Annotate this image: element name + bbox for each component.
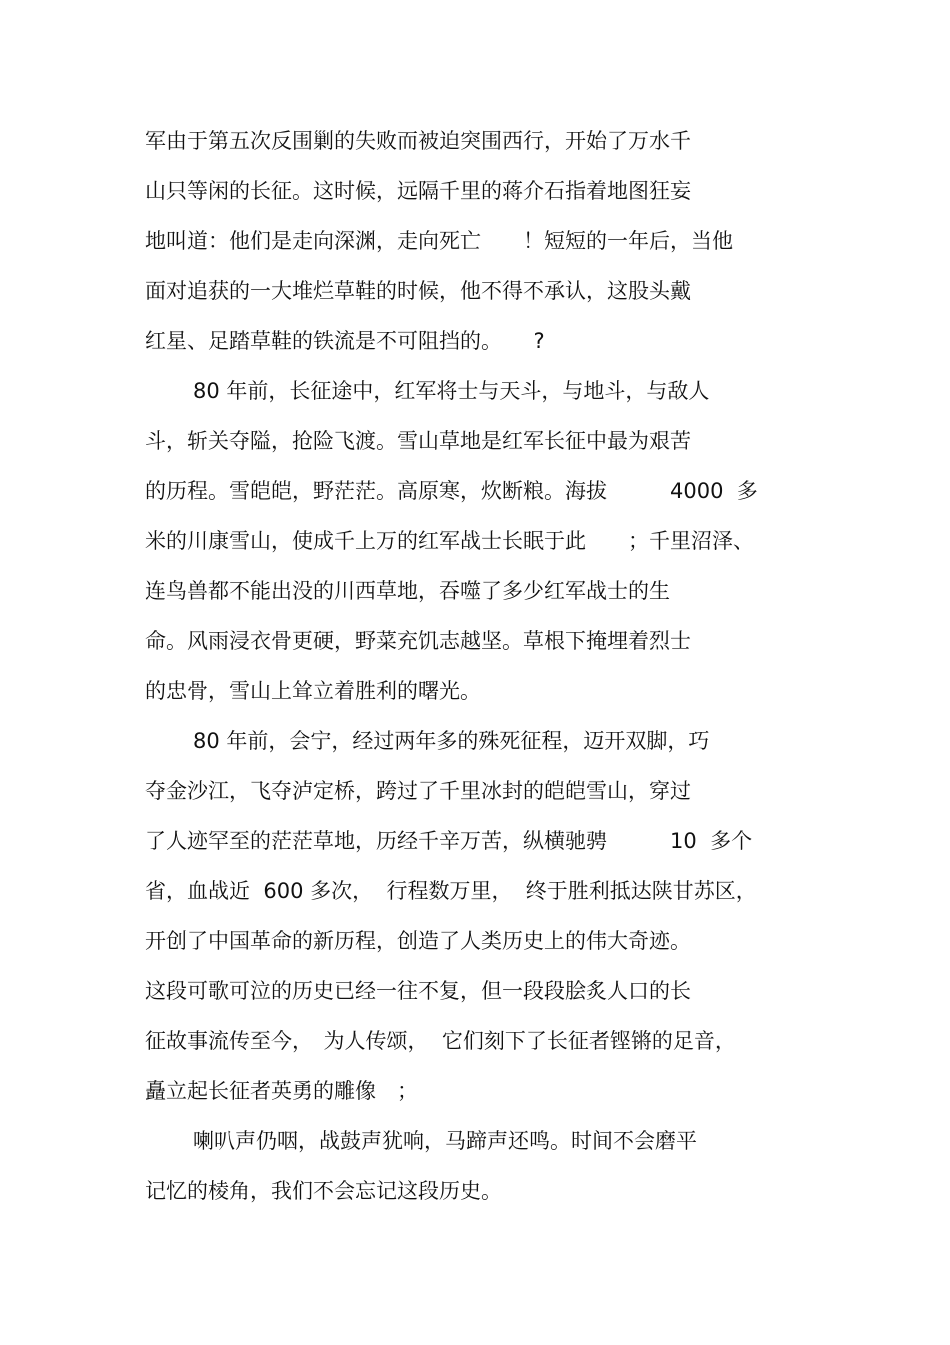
text-line: 了人迹罕至的茫茫草地，历经千辛万苦，纵横驰骋 10 多个 [145, 829, 753, 853]
paragraph-start-line: 80 年前，长征途中，红军将士与天斗，与地斗，与敌人 [193, 379, 710, 403]
text-line: 面对追获的一大堆烂草鞋的时候，他不得不承认，这股头戴 [145, 279, 691, 303]
text-line: 开创了中国革命的新历程，创造了人类历史上的伟大奇迹。 [145, 929, 691, 953]
text-line: 命。风雨浸衣骨更硬，野菜充饥志越坚。草根下掩埋着烈士 [145, 629, 691, 653]
text-line: 米的川康雪山，使成千上万的红军战士长眠于此 ；千里沼泽、 [145, 529, 754, 553]
text-line: 夺金沙江，飞夺泸定桥，跨过了千里冰封的皑皑雪山，穿过 [145, 779, 691, 803]
text-line: 斗，斩关夺隘，抢险飞渡。雪山草地是红军长征中最为艰苦 [145, 429, 691, 453]
text-line: 的历程。雪皑皑，野茫茫。高原寒，炊断粮。海拔 4000 多 [145, 479, 758, 503]
text-line: 连鸟兽都不能出没的川西草地，吞噬了多少红军战士的生 [145, 579, 670, 603]
paragraph-start-line: 喇叭声仍咽，战鼓声犹响，马蹄声还鸣。时间不会磨平 [193, 1129, 697, 1153]
text-line: 红星、足踏草鞋的铁流是不可阻挡的。 ? [145, 329, 545, 353]
text-line: 地叫道：他们是走向深渊，走向死亡 ！短短的一年后，当他 [145, 229, 733, 253]
text-line: 矗立起长征者英勇的雕像 ； [145, 1079, 418, 1103]
text-line: 这段可歌可泣的历史已经一往不复，但一段段脍炙人口的长 [145, 979, 691, 1003]
text-line: 山只等闲的长征。这时候，远隔千里的蒋介石指着地图狂妄 [145, 179, 691, 203]
text-line: 记忆的棱角，我们不会忘记这段历史。 [145, 1179, 502, 1203]
text-line: 征故事流传至今， 为人传颂， 它们刻下了长征者铿锵的足音， [145, 1029, 736, 1053]
text-line: 的忠骨，雪山上耸立着胜利的曙光。 [145, 679, 481, 703]
paragraph-start-line: 80 年前，会宁，经过两年多的殊死征程，迈开双脚，巧 [193, 729, 710, 753]
text-line: 军由于第五次反围剿的失败而被迫突围西行，开始了万水千 [145, 129, 691, 153]
text-line: 省，血战近 600 多次， 行程数万里， 终于胜利抵达陕甘苏区， [145, 879, 757, 903]
